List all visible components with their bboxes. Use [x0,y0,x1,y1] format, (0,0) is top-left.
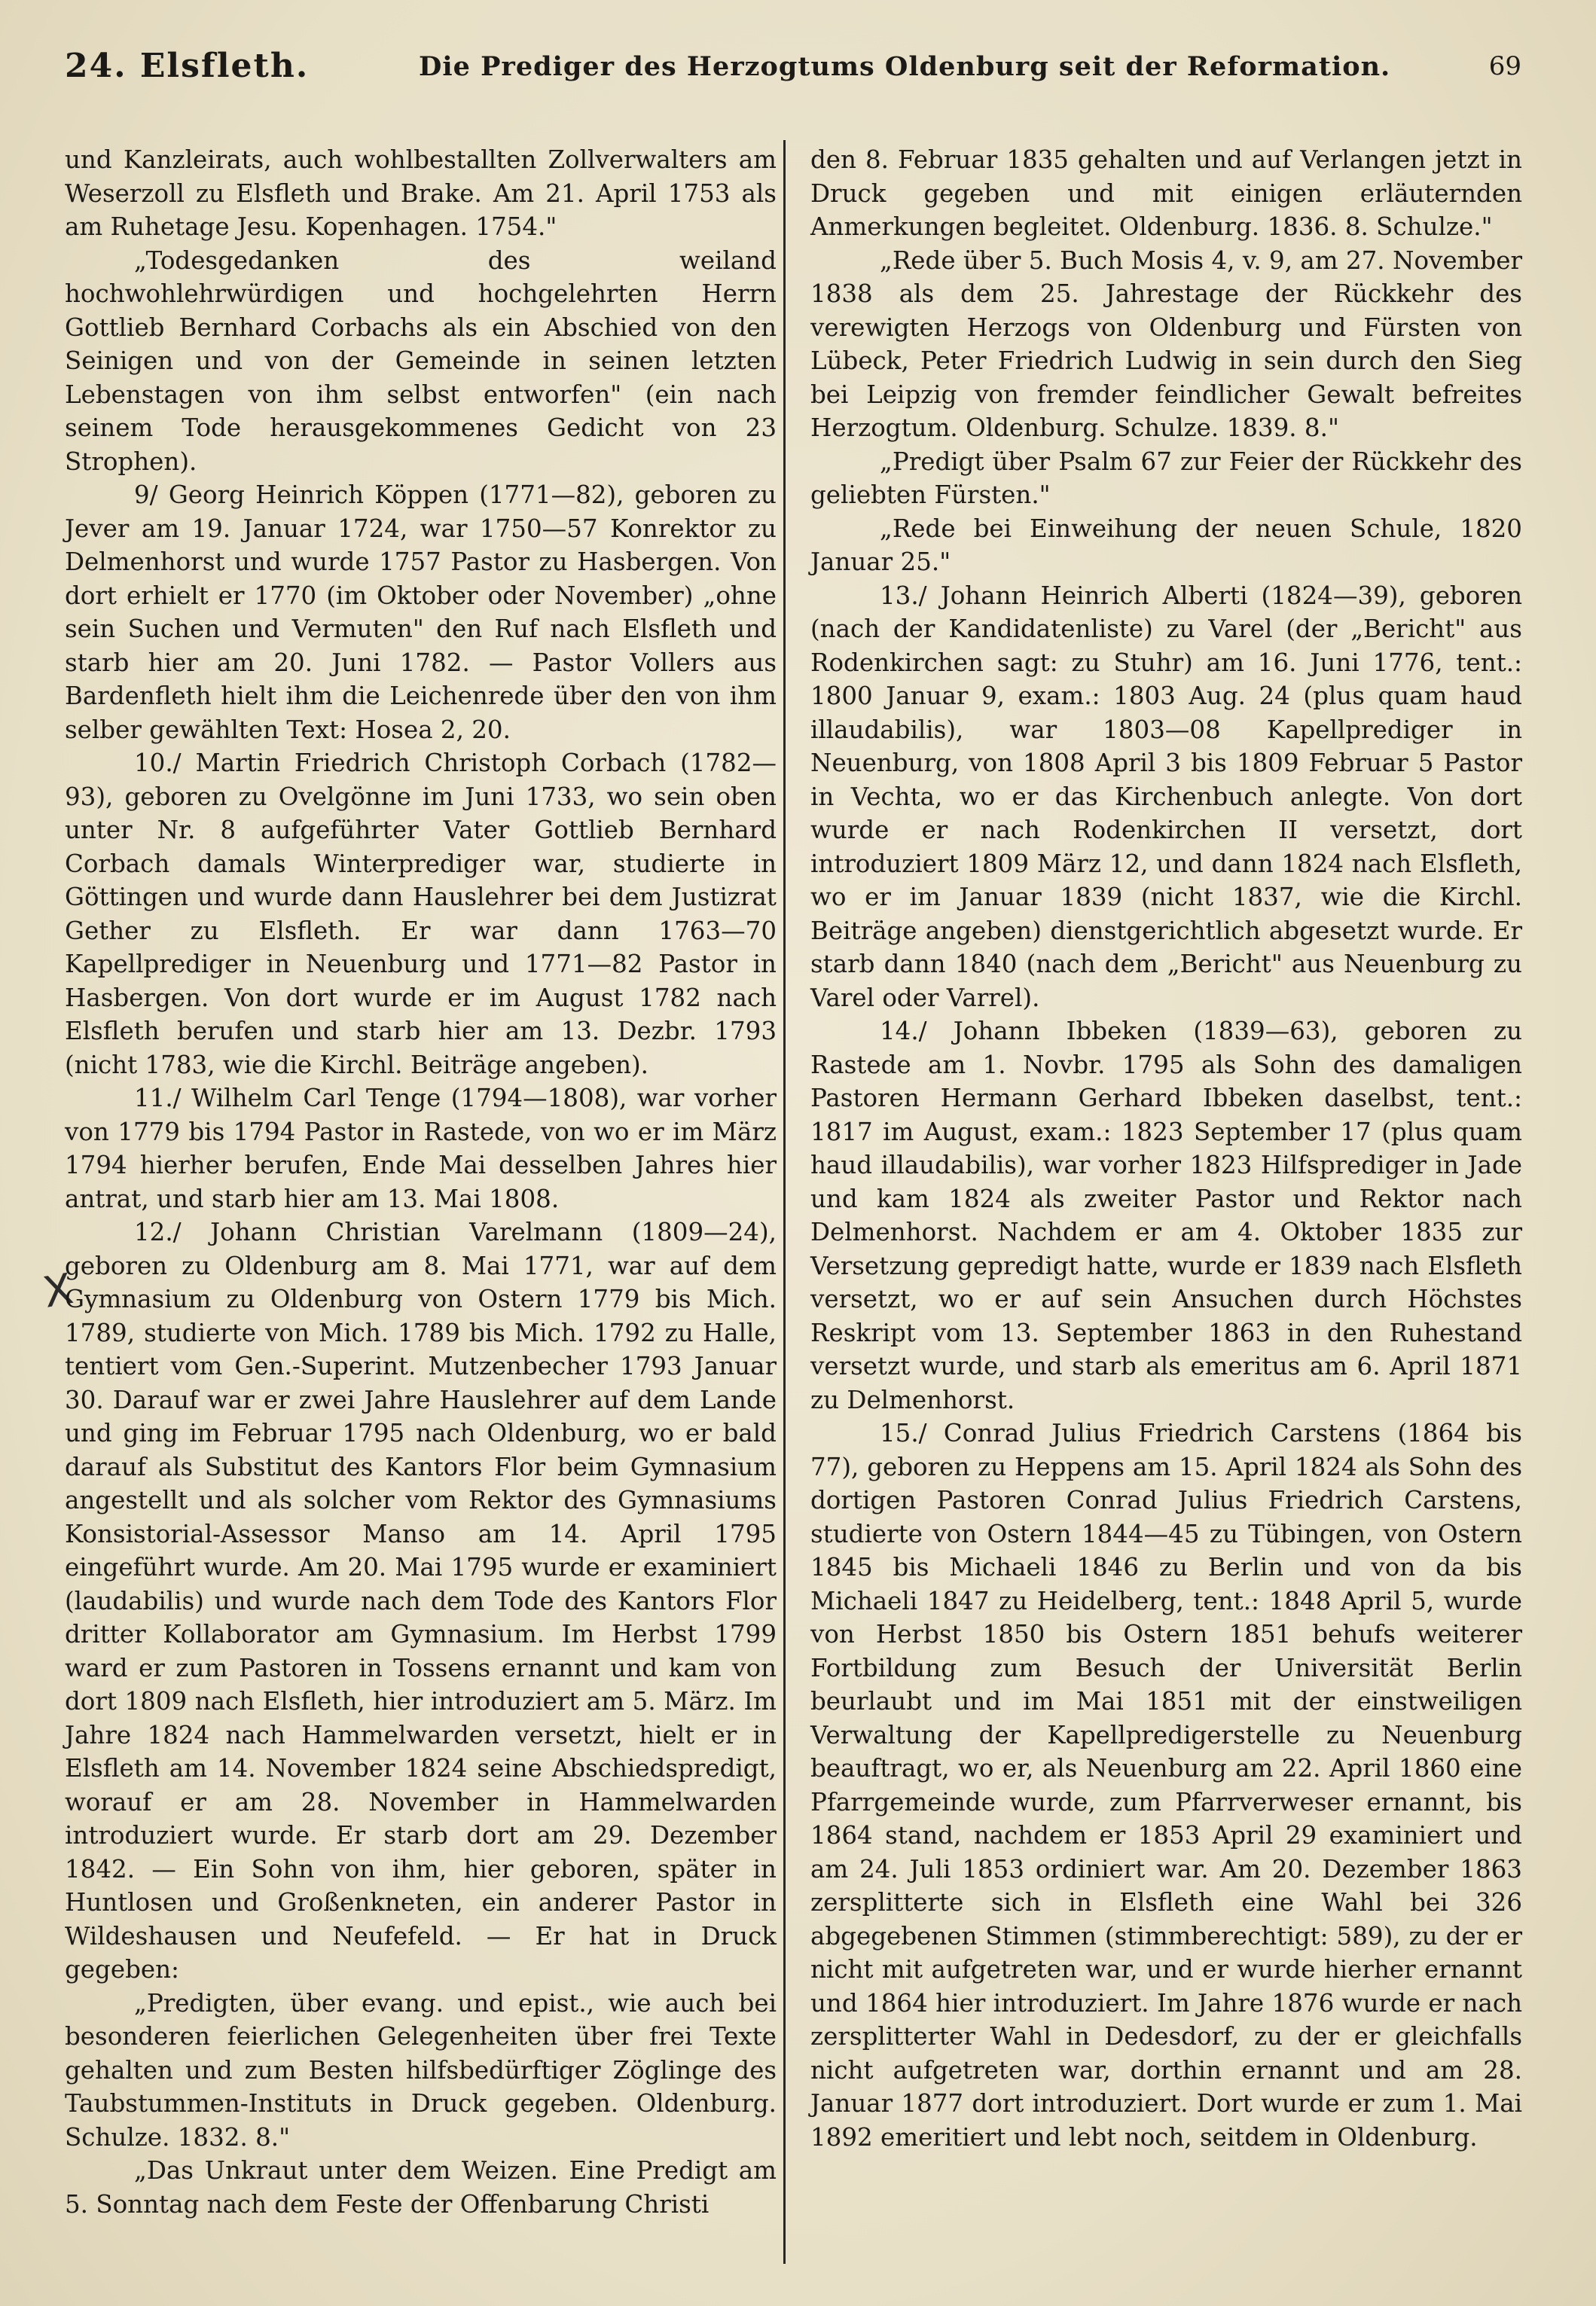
paragraph: „Predigt über Psalm 67 zur Feier der Rückkehr des geliebten Fürsten." [810,447,1522,509]
page-header [65,41,1521,86]
paragraph: 15./ Conrad Julius Friedrich Carstens (1864 bis 77), geboren zu Heppens am 15. April 1824 als Sohn des dortigen Pastoren Conrad Julius Friedrich Carstens, studierte von Ostern 1844—45 zu Tübingen, von Ostern 1845 bis Michaeli 1846 zu Berlin und von da bis Michaeli 1847 zu Heidelberg, tent.: 1848 April 5, wurde von Herbst 1850 bis Ostern 1851 behufs weiterer Fortbildung zum Besuch der Universität Berlin beurlaubt und im Mai 1851 mit der einstweiligen Verwaltung der Kapellpredigerstelle zu Neuenburg beauftragt, wo er, als Neuenburg am 22. April 1860 eine Pfarrgemeinde wurde, zum Pfarrverweser ernannt, bis 1864 stand, nachdem er 1853 April 29 examiniert und am 24. Juli 1853 ordiniert war. Am 20. Dezember 1863 zersplitterte sich in Elsfleth eine Wahl bei 326 abgegebenen Stimmen (stimmberechtigt: 589), zu der er nicht mit aufgetreten war, und er wurde hierher ernannt und 1864 hier introduziert. Im Jahre 1876 wurde er nach zersplitterter Wahl in Dedesdorf, zu der er gleichfalls nicht aufgetreten war, dorthin ernannt und am 28. Januar 1877 dort introduziert. Dort wurde er zum 1. Mai 1892 emeritiert und lebt noch, seitdem in Oldenburg. [810,1419,1522,2152]
page-number: 69 [1488,51,1521,81]
column-divider [783,140,786,2264]
paragraph: „Predigten, über evang. und epist., wie auch bei besonderen feierlichen Gelegenheiten über frei Texte gehalten und zum Besten hilfsbedürftiger Zöglinge des Taubstummen-Instituts in Druck gegeben. Oldenburg. Schulze. 1832. 8." [65,1988,777,2152]
paragraph: „Das Unkraut unter dem Weizen. Eine Predigt am 5. Sonntag nach dem Feste der Offenbarung Christi [65,2156,777,2219]
running-head-title: Die Prediger des Herzogtums Oldenburg seit der Reformation. [419,51,1391,82]
running-head-section: 24. Elsfleth. [65,47,310,85]
paragraph: 9/ Georg Heinrich Köppen (1771—82), geboren zu Jever am 19. Januar 1724, war 1750—57 Konrektor zu Delmenhorst und wurde 1757 Pastor zu Hasbergen. Von dort erhielt er 1770 (im Oktober oder November) „ohne sein Suchen und Vermuten" den Ruf nach Elsfleth und starb hier am 20. Juni 1782. — Pastor Vollers aus Bardenfleth hielt ihm die Leichenrede über den von ihm selber gewählten Text: Hosea 2, 20. [65,480,777,744]
paragraph: 13./ Johann Heinrich Alberti (1824—39), geboren (nach der Kandidatenliste) zu Varel (der „Bericht" aus Rodenkirchen sagt: zu Stuhr) am 16. Juni 1776, tent.: 1800 Januar 9, exam.: 1803 Aug. 24 (plus quam haud illaudabilis), war 1803—08 Kapellprediger in Neuenburg, von 1808 April 3 bis 1809 Februar 5 Pastor in Vechta, wo er das Kirchenbuch anlegte. Von dort wurde er nach Rodenkirchen II versetzt, dort introduziert 1809 März 12, und dann 1824 nach Elsfleth, wo er im Januar 1839 (nicht 1837, wie die Kirchl. Beiträge angeben) dienstgerichtlich abgesetzt wurde. Er starb dann 1840 (nach dem „Bericht" aus Neuenburg zu Varel oder Varrel). [810,581,1522,1012]
paragraph: 10./ Martin Friedrich Christoph Corbach (1782—93), geboren zu Ovelgönne im Juni 1733, wo sein oben unter Nr. 8 aufgeführter Vater Gottlieb Bernhard Corbach damals Winterprediger war, studierte in Göttingen und wurde dann Hauslehrer bei dem Justizrat Gether zu Elsfleth. Er war dann 1763—70 Kapellprediger in Neuenburg und 1771—82 Pastor in Hasbergen. Von dort wurde er im August 1782 nach Elsfleth berufen und starb hier am 13. Dezbr. 1793 (nicht 1783, wie die Kirchl. Beiträge angeben). [65,749,777,1079]
paragraph: den 8. Februar 1835 gehalten und auf Verlangen jetzt in Druck gegeben und mit einigen erläuternden Anmerkungen begleitet. Oldenburg. 1836. 8. Schulze." [810,145,1522,241]
paragraph: „Todesgedanken des weiland hochwohlehrwürdigen und hochgelehrten Herrn Gottlieb Bernhard Corbachs als ein Abschied von den Seinigen und von der Gemeinde in seinen letzten Lebenstagen von ihm selbst entworfen" (ein nach seinem Tode herausgekommenes Gedicht von 23 Strophen). [65,246,777,476]
paragraph: „Rede bei Einweihung der neuen Schule, 1820 Januar 25." [810,514,1522,576]
paragraph: 11./ Wilhelm Carl Tenge (1794—1808), war vorher von 1779 bis 1794 Pastor in Rastede, von wo er im März 1794 hierher berufen, Ende Mai desselben Jahres hier antrat, und starb hier am 13. Mai 1808. [65,1084,777,1213]
paragraph: 14./ Johann Ibbeken (1839—63), geboren zu Rastede am 1. Novbr. 1795 als Sohn des damaligen Pastoren Hermann Gerhard Ibbeken daselbst, tent.: 1817 im August, exam.: 1823 September 17 (plus quam haud illaudabilis), war vorher 1823 Hilfsprediger in Jade und kam 1824 als zweiter Pastor und Rektor nach Delmenhorst. Nachdem er am 4. Oktober 1835 zur Versetzung gepredigt hatte, wurde er 1839 nach Elsfleth versetzt, wo er auf sein Ansuchen durch Höchstes Reskript vom 13. September 1863 in den Ruhestand versetzt wurde, und starb als emeritus am 6. April 1871 zu Delmenhorst. [810,1017,1522,1414]
left-column [65,143,777,2221]
right-column [810,143,1522,2154]
paragraph: „Rede über 5. Buch Mosis 4, v. 9, am 27. November 1838 als dem 25. Jahrestage der Rückkehr des verewigten Herzogs von Oldenburg und Fürsten von Lübeck, Peter Friedrich Ludwig in sein durch den Sieg bei Leipzig von fremder feindlicher Gewalt befreites Herzogtum. Oldenburg. Schulze. 1839. 8." [810,246,1522,442]
margin-annotation-x: X [39,1264,77,1318]
paragraph: und Kanzleirats, auch wohlbestallten Zollverwalters am Weserzoll zu Elsfleth und Brake. Am 21. April 1753 als am Ruhetage Jesu. Kopenhagen. 1754." [65,145,777,241]
paragraph: 12./ Johann Christian Varelmann (1809—24), geboren zu Oldenburg am 8. Mai 1771, war auf dem Gymnasium zu Oldenburg von Ostern 1779 bis Mich. 1789, studierte von Mich. 1789 bis Mich. 1792 zu Halle, tentiert vom Gen.-Superint. Mutzenbecher 1793 Januar 30. Darauf war er zwei Jahre Hauslehrer auf dem Lande und ging im Februar 1795 nach Oldenburg, wo er bald darauf als Substitut des Kantors Flor beim Gymnasium angestellt und als solcher vom Rektor des Gymnasiums Konsistorial-Assessor Manso am 14. April 1795 eingeführt wurde. Am 20. Mai 1795 wurde er examiniert (laudabilis) und wurde nach dem Tode des Kantors Flor dritter Kollaborator am Gymnasium. Im Herbst 1799 ward er zum Pastoren in Tossens ernannt und kam von dort 1809 nach Elsfleth, hier introduziert am 5. März. Im Jahre 1824 nach Hammelwarden versetzt, hielt er in Elsfleth am 14. November 1824 seine Abschiedspredigt, worauf er am 28. November in Hammelwarden introduziert wurde. Er starb dort am 29. Dezember 1842. — Ein Sohn von ihm, hier geboren, später in Huntlosen und Großenkneten, ein anderer Pastor in Wildeshausen und Neufefeld. — Er hat in Druck gegeben: [65,1218,777,1984]
